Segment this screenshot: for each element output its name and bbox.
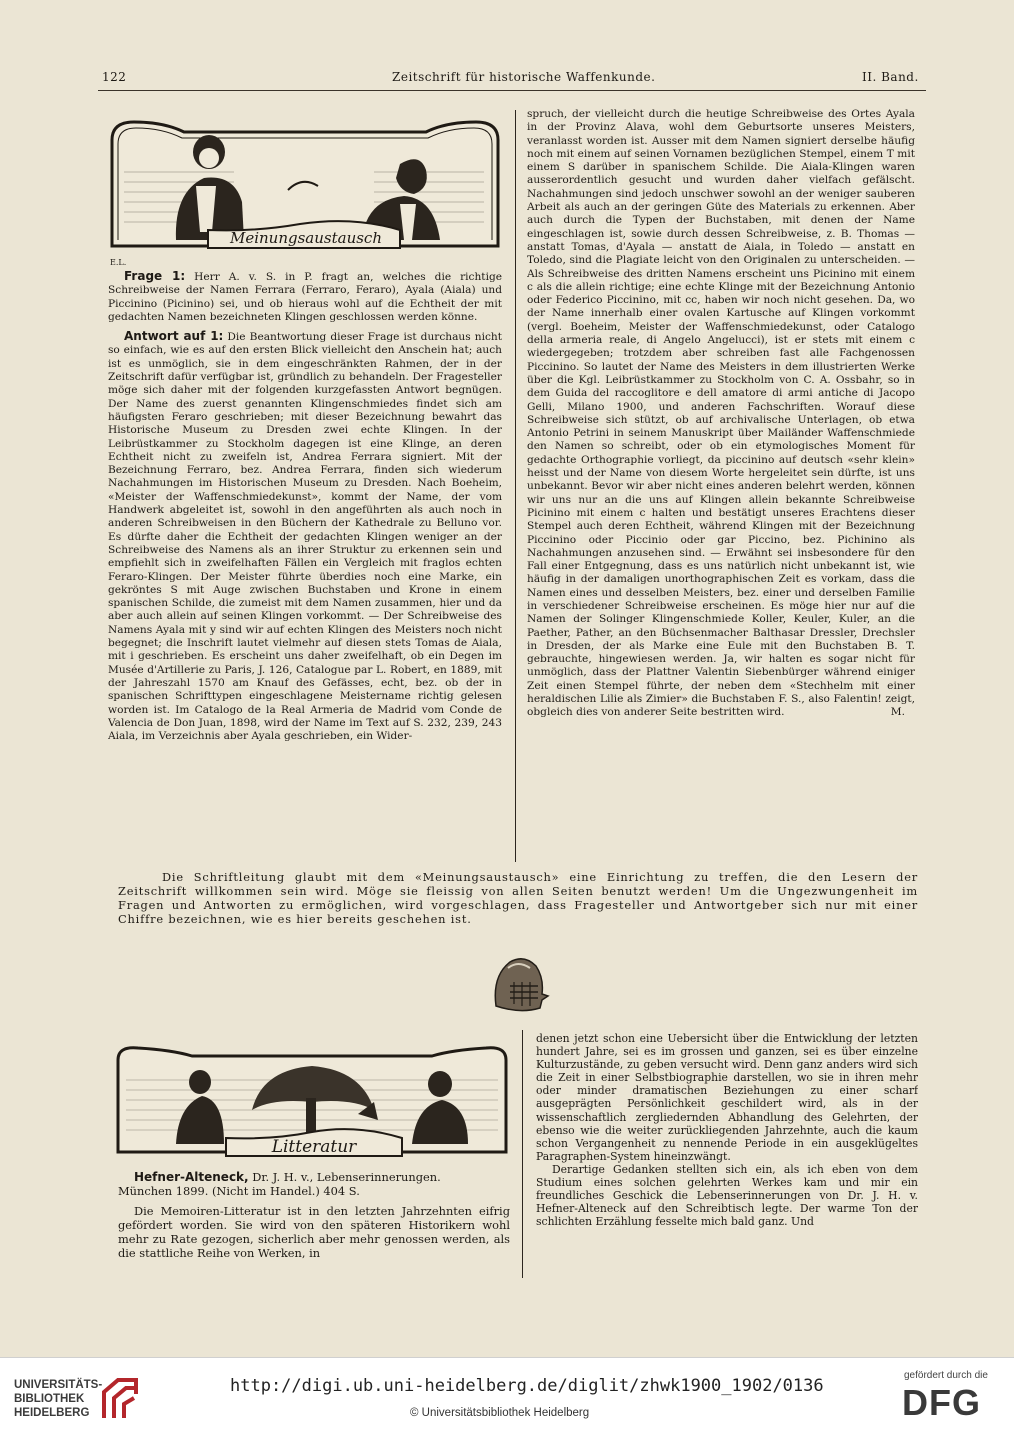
editorial-note-text: Die Schriftleitung glaubt mit dem «Meinungsaustausch» eine Einrichtung zu treffen, die den Lesern der Zeitschrift willkommen sein wird. Möge sie fleissig von allen Seiten benutzt werden! Um die Ungezwungenheit im Fragen und Antworten zu ermöglichen, wird vorgeschlagen, dass Fragesteller und Antwortgeber sich nur mit einer Chiffre bezeichnen, wie es hier bereits geschehen ist. (118, 870, 918, 926)
column-divider-bottom (522, 1030, 523, 1278)
copyright-notice: © Universitätsbibliothek Heidelberg (410, 1407, 590, 1419)
review-intro-text: Die Memoiren-Litteratur ist in den letzten Jahrzehnten eifrig gefördert worden. Sie wird von den späteren Historikern wohl mehr zu Rate gezogen, sicherlich aber mehr genossen werden, als die stattliche Reihe von Werken, in (118, 1204, 510, 1260)
antwort-heading: Antwort auf 1: (124, 329, 224, 344)
right-column-answer-continued (527, 108, 915, 870)
helmet-icon (486, 950, 552, 1016)
editorial-note (118, 870, 918, 926)
permalink-url[interactable]: http://digi.ub.uni-heidelberg.de/diglit/zhwk1900_1902/0136 (230, 1376, 824, 1396)
review-right-column (536, 1032, 918, 1284)
volume-label: II. Band. (862, 70, 919, 84)
review-left-column (118, 1170, 510, 1282)
page-number: 122 (102, 70, 127, 84)
digitization-footer (0, 1357, 1014, 1434)
answer-continuation-text: spruch, der vielleicht durch die heutige Schreibweise des Ortes Ayala in der Provinz Alava, wohl dem Geburtsorte unseres Meisters, veranlasst worden ist. Ausser mit dem Namen signiert derselbe häufig noch mit einem auf seinen Vornamen bezüglichen Stempel, einem T mit einem S darüber in spanischem Schilde. Die Aiala-Klingen waren ausserordentlich gesucht und wurden daher vielfach gefälscht. Nachahmungen sind jedoch unschwer sowohl an der weniger sauberen Arbeit als auch an der geringen Güte des Materials zu erkennen. Aber auch durch die Typen der Buchstaben, mit denen der Name eingeschlagen ist, sowie durch dessen Schreibweise, z. B. Thomas — anstatt Tomas, d'Ayala — anstatt de Aiala, in Toledo — anstatt en Toledo, sind die Plagiate leicht von den Originalen zu unterscheiden. — Als Schreibweise des dritten Namens erscheint uns Picinino mit einem c als die allein richtige; eine echte Klinge mit der Bezeichnung Antonio oder Federico Piccinino, mit cc, haben wir noch nicht gesehen. Da, wo der Name innerhalb einer ovalen Kartusche auf Klingen vorkommt (vergl. Boeheim, Meister der Waffenschmiedekunst, oder Catalogo della armeria reale, di Angelo Angelucci), ist er stets mit einem c wiedergegeben; trotzdem aber schreiben fast alle Fachgenossen Piccinino. So lautet der Name des Meisters in dem illustrierten Werke über die Kgl. Leibrüstkammer zu Stockholm von C. A. Ossbahr, so in dem Guida del raccoglitore e dell amatore di armi antiche di Jacopo Gelli, Milano 1900, und anderen Fachschriften. Worauf diese Schreibweise sich stützt, ob auf archivalische Unterlagen, ob etwa Antonio Petrini in seinem Manuskript über Mailänder Waffenschmiede den Namen so schreibt, oder ob ein etymologisches Moment für gedachte Orthographie vorliegt, da piccinino auf deutsch «sehr klein» heisst und der Name von diesem Worte hergeleitet sein dürfte, ist uns unbekannt. Bevor wir aber nicht eines anderen belehrt werden, können wir uns nur an die uns auf Klingen allein bekannte Schreibweise Picinino mit einem c halten und bestätigt unseres Erachtens dieser Stempel auch deren Echtheit, während Klingen mit der Bezeichnung Piccinino oder Piccinio oder gar Piccino, bez. Pichinino als Nachahmungen anzusehen sind. — Erwähnt sei insbesondere für den Fall einer Entgegnung, dass es uns natürlich nicht unbekannt ist, wie häufig in der damaligen unorthographischen Zeit es vorkam, dass die Namen eines und desselben Meisters, bez. einer und derselben Familie in verschiedener Schreibweise erscheinen. Es möge hier nur auf die Namen der Solinger Klingenschmiede Koller, Keuler, Kuler, an die Paether, Pather, an den Büchsenmacher Balthasar Dressler, Drechsler in Dresden, der als Marke eine Eule mit den Buchstaben B. T. gebrauchte, hingewiesen werden. Ja, wir halten es sogar nicht für unmöglich, dass der Plattner Valentin Siebenbürger während einiger Zeit einen Stempel führte, der neben dem «Stechhelm mit einer heraldischen Lilie als Zimier» die Buchstaben F. S., also Falentin! zeigt, obgleich dies von anderer Seite bestritten wird. (527, 108, 915, 719)
illustrator-signature: E.L. (110, 258, 127, 267)
frage-text: Herr A. v. S. in P. fragt an, welches die richtige Schreibweise der Namen Ferrara (Ferraro, Feraro), Ayala (Aiala) und Piccinino (Picinino) sei, und ob hieraus wohl auf die Echtheit der mit gedachten Namen bezeichneten Klingen geschlossen werden könne. (108, 271, 502, 323)
review-author: Hefner-Alteneck, (134, 1170, 249, 1184)
review-continuation-text: denen jetzt schon eine Uebersicht über die Entwicklung der letzten hundert Jahre, sei es im grossen und ganzen, sei es über einzelne Kulturzustände, zu geben versucht wird. Denn ganz anders wird sich die Zeit in einer Selbstbiographie darstellen, wo sie in ihren mehr oder minder dramatischen Beziehungen zu einer scharf ausgeprägten Persönlichkeit geschildert wird, als in der wissenschaftlich zergliedernden Abhandlung des Gelehrten, der ebenso wie die weiter zurückliegenden Jahrzehnte, auch die kaum schon Vergangenheit zu nennende Periode in ein ausgeklügeltes Paragraphen-System hineinzwängt. (536, 1032, 918, 1163)
banner-title-meinungsaustausch: Meinungsaustausch (229, 229, 383, 247)
left-column-qa (108, 270, 502, 870)
column-divider-top (515, 110, 516, 862)
dfg-caption: gefördert durch die (904, 1370, 988, 1381)
banner-title-litteratur: Litteratur (271, 1137, 357, 1157)
review-second-paragraph: Derartige Gedanken stellten sich ein, als ich eben von dem Studium eines solchen gelehrten Werkes kam und mir ein freundliches Geschick die Lebenserinnerungen von Dr. J. H. v. Hefner-Alteneck auf den Schreibtisch legte. Der warme Ton der schlichten Erzählung fesselte mich bald ganz. Und (536, 1162, 918, 1229)
review-imprint: München 1899. (Nicht im Handel.) 404 S. (118, 1184, 360, 1198)
library-logo-icon (100, 1372, 140, 1422)
running-title: Zeitschrift für historische Waffenkunde. (392, 70, 656, 84)
antwort-text: Die Beantwortung dieser Frage ist durchaus nicht so einfach, wie es auf den ersten Blick vielleicht den Anschein hat; auch ist es unmöglich, sie in dem eingeschränkten Rahmen, der in der Zeitschrift dafür verfügbar ist, gründlich zu behandeln. Der Fragesteller möge sich daher mit der folgenden kurzgefassten Antwort begnügen. Der Name des zuerst genannten Klingenschmiedes findet sich am häufigsten Feraro geschrieben; mit dieser Bezeichnung bewahrt das Historische Museum zu Dresden zwei echte Klingen. In der Leibrüstkammer zu Stockholm dagegen ist eine Klinge, an deren Echtheit nicht zu zweifeln ist, Andrea Ferrara signiert. Mit der Bezeichnung Ferraro, bez. Andrea Ferrara, finden sich wiederum Nachahmungen im Historischen Museum zu Dresden. Nach Boeheim, «Meister der Waffenschmiedekunst», kommt der Name, der vom Handwerk abgeleitet ist, sowohl in den angeführten als auch noch in anderen Schreibweisen in den Büchern der Kathedrale zu Belluno vor. Es dürfte daher die Echtheit der gedachten Klingen weniger an der Schreibweise des Namens als an ihrer Struktur zu erkennen sein und empfiehlt sich in zweifelhaften Fällen ein Vergleich mit fraglos echten Feraro-Klingen. Der Meister führte überdies noch eine Marke, ein gekröntes S mit Auge zwischen Buchstaben und Krone in einem spanischen Schilde, die zumeist mit dem Namen zusammen, hier und da aber auch allein auf seinen Klingen vorkommt. — Der Schreibweise des Namens Ayala mit y sind wir auf echten Klingen des Meisters noch nicht begegnet; die Inschrift lautet vielmehr auf diesen stets Tomas de Aiala, mit i geschrieben. Es erscheint uns daher zweifelhaft, ob ein Degen im Musée d'Artillerie zu Paris, J. 126, Catalogue par L. Robert, en 1889, mit der Jahreszahl 1570 am Knauf des Gefässes, echt, bez. ob der in spanischen Schrifttypen eingeschlagene Meistername richtig gelesen worden ist. Im Catalogo de la Real Armeria de Madrid vom Conde de Valencia de Don Juan, 1898, wird der Name im Text auf S. 232, 239, 243 Aiala, im Verzeichnis aber Ayala geschrieben, ein Wider- (108, 331, 502, 743)
library-name: UNIVERSITÄTS- BIBLIOTHEK HEIDELBERG (14, 1379, 103, 1419)
dfg-logo: DFG (902, 1382, 981, 1423)
meinungsaustausch-banner-illustration (104, 112, 506, 256)
answer-signature: M. (890, 706, 905, 719)
header-rule (98, 90, 926, 91)
litteratur-banner-illustration (112, 1040, 512, 1164)
frage-heading: Frage 1: (124, 270, 186, 283)
review-title: Dr. J. H. v., Lebenserinnerungen. (248, 1170, 441, 1184)
